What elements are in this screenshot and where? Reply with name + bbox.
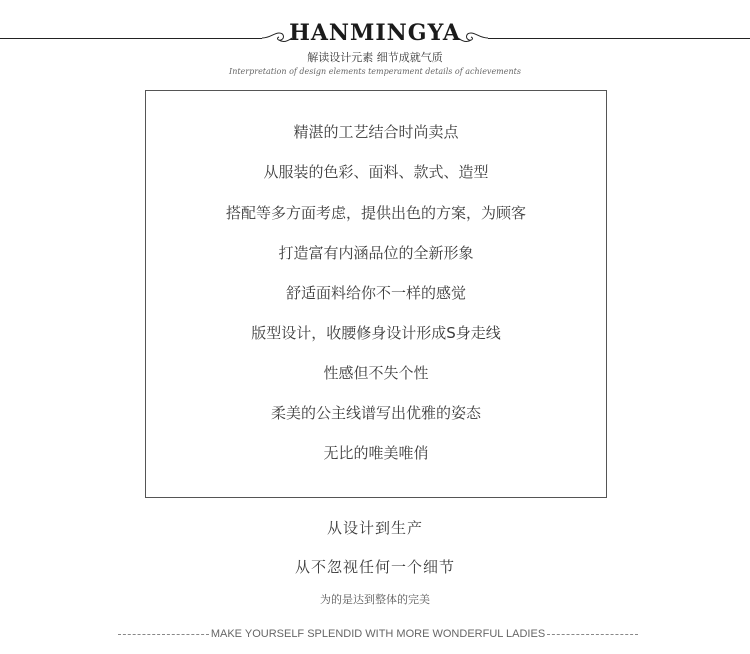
- footer-line-overall-perfection: 为的是达到整体的完美: [320, 593, 430, 606]
- feature-line: 柔美的公主线谱写出优雅的姿态: [270, 404, 481, 422]
- feature-line: 舒适面料给你不一样的感觉: [285, 284, 466, 302]
- feature-line: 版型设计，收腰修身设计形成S身走线: [251, 324, 501, 342]
- flourish-ornament-right: [458, 29, 488, 47]
- footer-line-design-to-production: 从设计到生产: [326, 519, 423, 537]
- brand-title: HANMINGYA: [289, 20, 461, 46]
- brand-subtitle-english: Interpretation of design elements temperament details of achievements: [229, 67, 521, 76]
- feature-line: 性感但不失个性: [323, 364, 429, 382]
- brand-subtitle-chinese: 解读设计元素 细节成就气质: [307, 51, 443, 64]
- header-rule-right: [488, 38, 750, 39]
- slogan-row: [118, 626, 638, 642]
- feature-line: 无比的唯美唯俏: [323, 444, 429, 462]
- slogan-dash-right: [547, 634, 638, 635]
- feature-line: 精湛的工艺结合时尚卖点: [293, 123, 459, 141]
- feature-box: [145, 90, 607, 498]
- feature-line: 搭配等多方面考虑，提供出色的方案，为顾客: [225, 204, 526, 222]
- feature-line: 打造富有内涵品位的全新形象: [278, 244, 474, 262]
- slogan-text: MAKE YOURSELF SPLENDID WITH MORE WONDERFUL LADIES: [210, 628, 546, 640]
- footer-line-every-detail: 从不忽视任何一个细节: [294, 558, 455, 576]
- feature-line: 从服装的色彩、面料、款式、造型: [263, 163, 489, 181]
- slogan-dash-left: [118, 634, 209, 635]
